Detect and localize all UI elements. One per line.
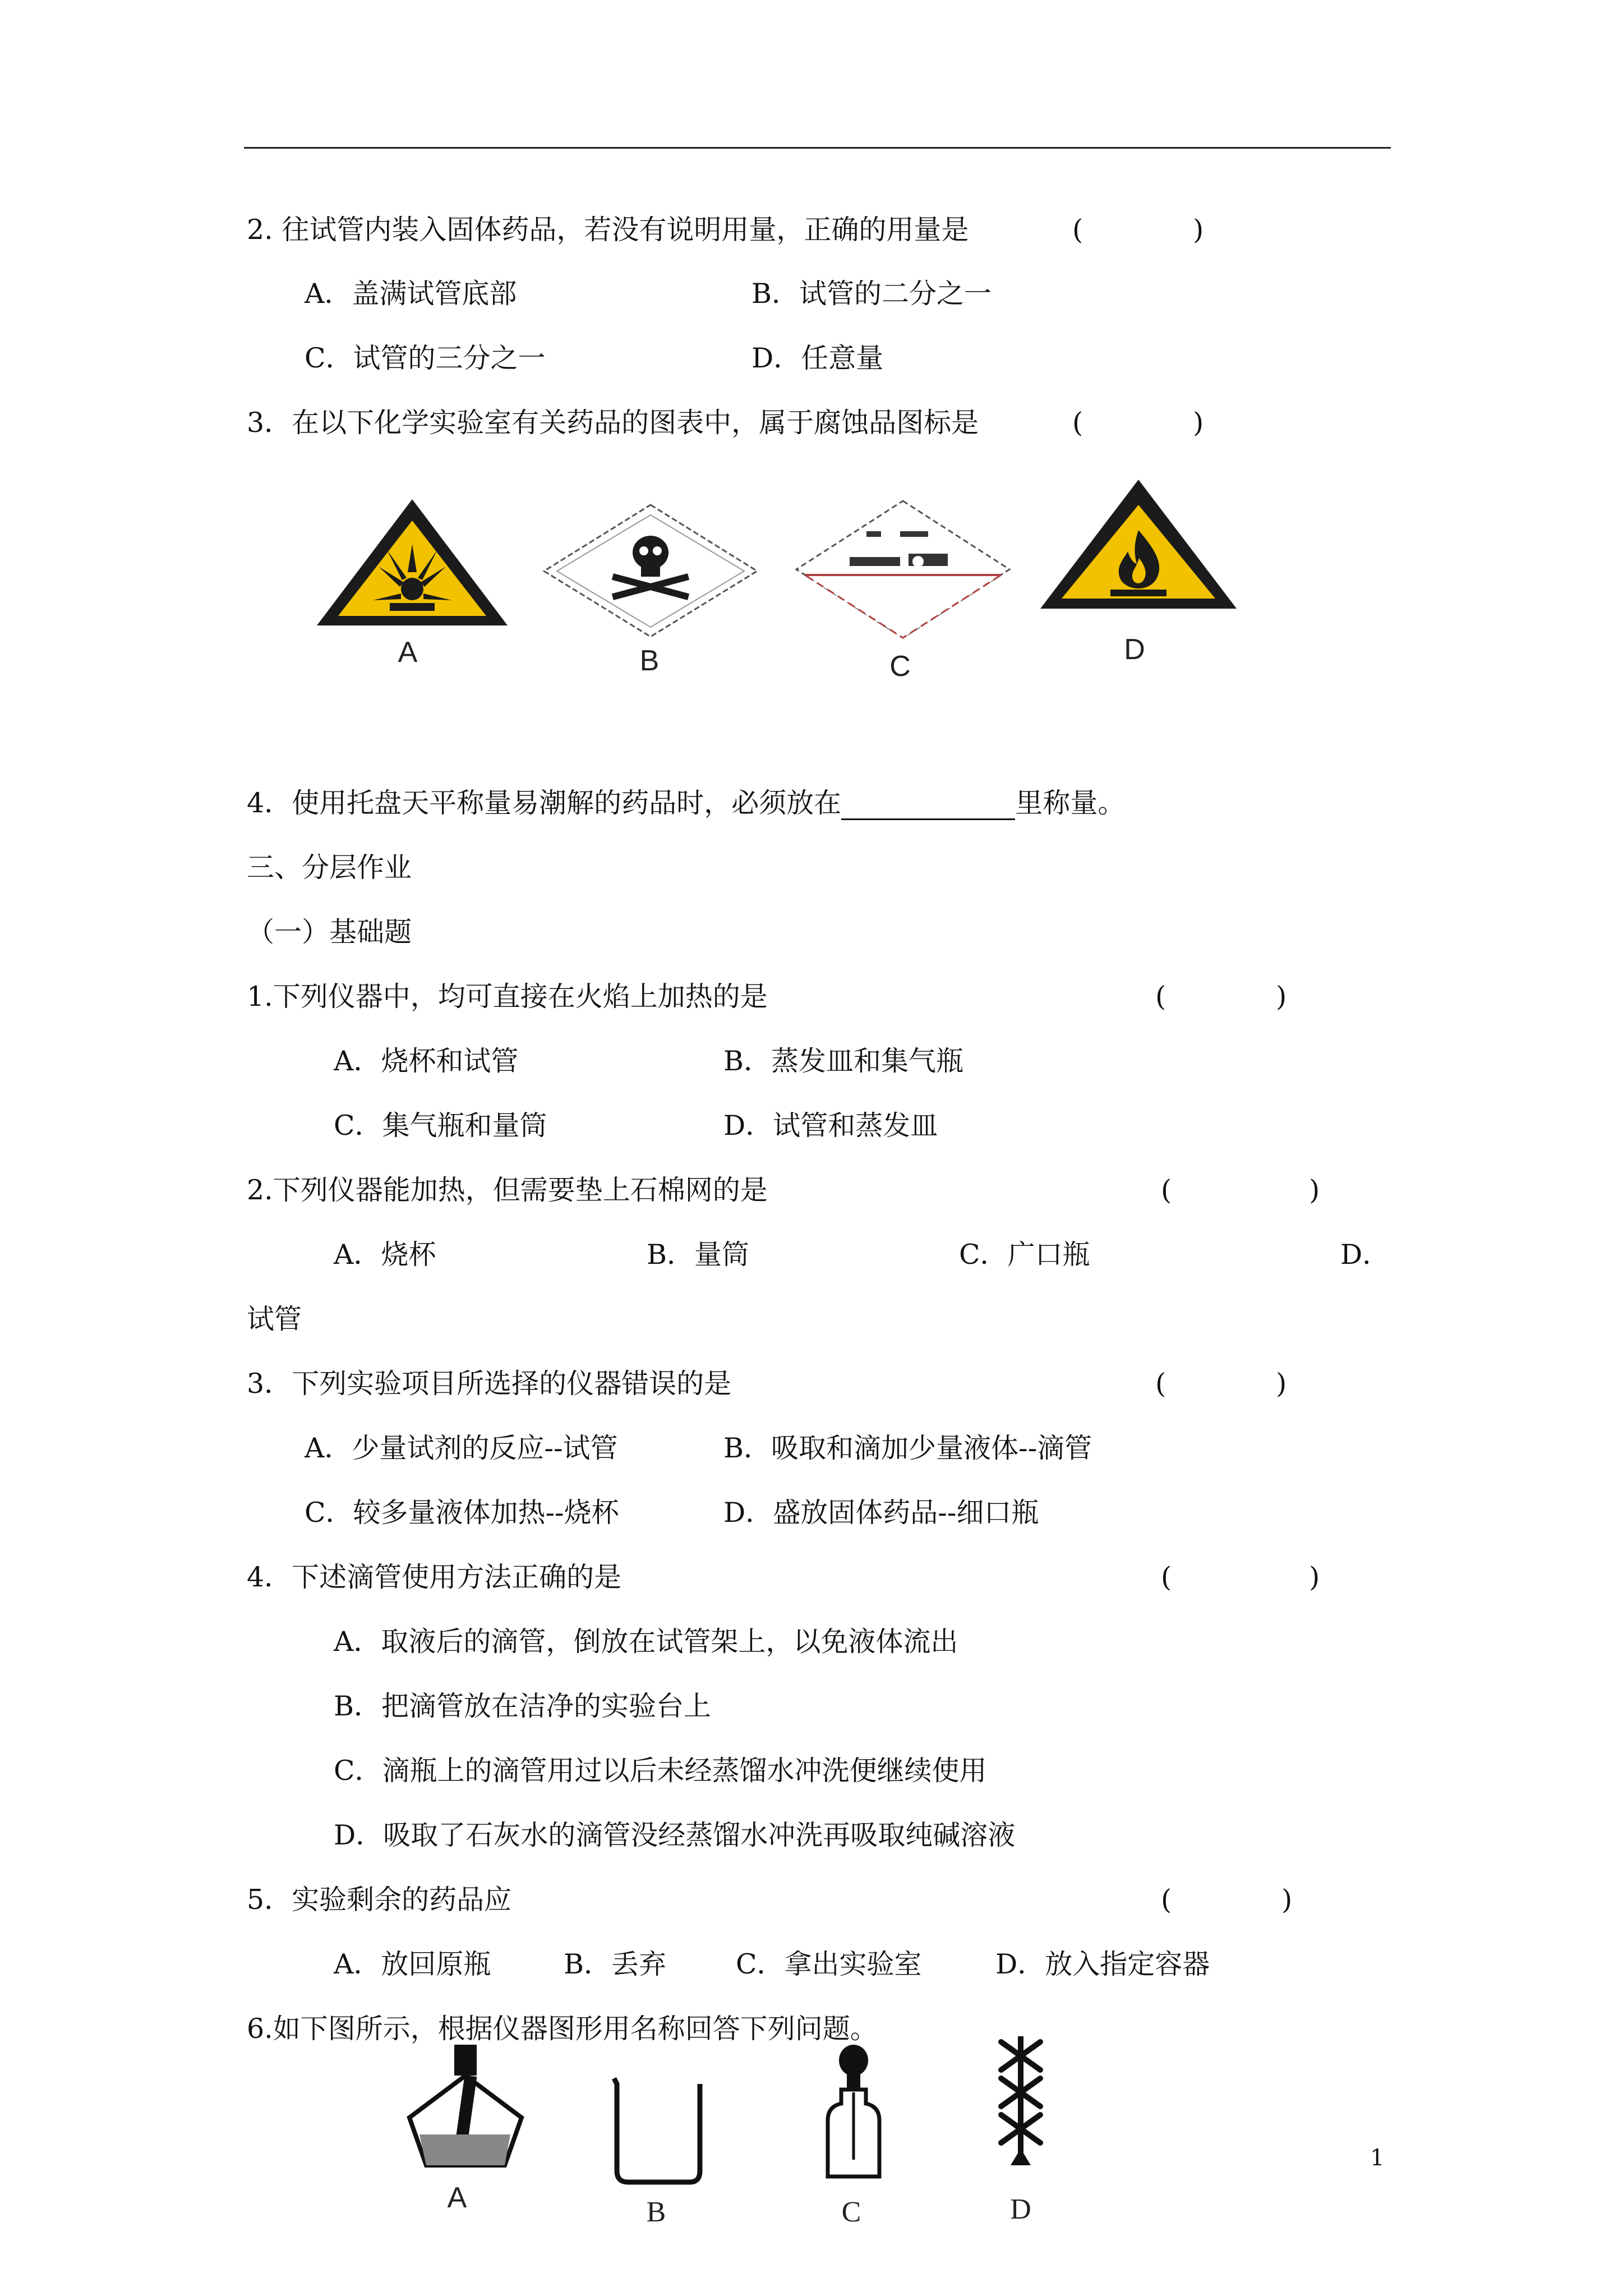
b2-option-d[interactable]: D． xyxy=(1340,1239,1390,1271)
b3-answer-bracket[interactable]: ( ) xyxy=(1155,1368,1287,1400)
q4-line xyxy=(247,786,1125,820)
b3-option-d[interactable]: D．盛放固体药品--细口瓶 xyxy=(723,1497,1039,1529)
explosive-hazard-icon[interactable] xyxy=(311,494,513,673)
q3-stem: 3．在以下化学实验室有关药品的图表中，属于腐蚀品图标是 xyxy=(247,407,979,439)
b3-option-a[interactable]: A．少量试剂的反应--试管 xyxy=(305,1432,618,1464)
q3-label-a: A xyxy=(398,636,418,669)
q3-answer-bracket[interactable]: ( ) xyxy=(1072,407,1204,439)
b1-option-c[interactable]: C．集气瓶和量筒 xyxy=(334,1110,547,1142)
b2-option-d-continued[interactable]: 试管 xyxy=(247,1303,302,1335)
corrosive-hazard-icon[interactable] xyxy=(788,491,1018,684)
q3-label-b: B xyxy=(639,645,660,677)
b1-stem: 1.下列仪器中，均可直接在火焰上加热的是 xyxy=(247,981,768,1013)
b6-label-c: C xyxy=(841,2196,861,2228)
b2-option-b[interactable]: B．量筒 xyxy=(647,1239,750,1271)
b5-stem: 5．实验剩余的药品应 xyxy=(247,1884,512,1916)
q4-text-before: 4．使用托盘天平称量易潮解的药品时，必须放在 xyxy=(247,787,842,819)
b4-option-b[interactable]: B．把滴管放在洁净的实验台上 xyxy=(334,1690,712,1722)
b1-option-d[interactable]: D．试管和蒸发皿 xyxy=(723,1110,938,1142)
b5-answer-bracket[interactable]: ( ) xyxy=(1161,1884,1293,1916)
b2-option-a[interactable]: A．烧杯 xyxy=(334,1239,436,1271)
b6-stem: 6.如下图所示，根据仪器图形用名称回答下列问题。 xyxy=(247,2013,878,2045)
b1-option-a[interactable]: A．烧杯和试管 xyxy=(334,1045,519,1077)
flammable-hazard-icon[interactable] xyxy=(1035,474,1242,668)
b1-option-b[interactable]: B．蒸发皿和集气瓶 xyxy=(723,1045,964,1077)
b4-option-c[interactable]: C．滴瓶上的滴管用过以后未经蒸馏水冲洗便继续使用 xyxy=(334,1755,987,1787)
b5-option-d[interactable]: D．放入指定容器 xyxy=(995,1948,1210,1980)
b3-option-c[interactable]: C．较多量液体加热--烧杯 xyxy=(305,1497,619,1529)
b4-stem: 4．下述滴管使用方法正确的是 xyxy=(247,1561,622,1593)
header-rule xyxy=(244,147,1391,149)
q2-option-a[interactable]: A．盖满试管底部 xyxy=(305,278,517,310)
b5-option-c[interactable]: C．拿出实验室 xyxy=(736,1948,922,1980)
q2-option-d[interactable]: D．任意量 xyxy=(751,342,884,374)
b3-stem: 3．下列实验项目所选择的仪器错误的是 xyxy=(247,1368,732,1400)
b4-answer-bracket[interactable]: ( ) xyxy=(1161,1561,1320,1593)
page-number: 1 xyxy=(1370,2145,1385,2171)
q3-label-c: C xyxy=(889,650,911,683)
q4-answer-blank[interactable] xyxy=(841,793,1015,820)
b6-label-d: D xyxy=(1010,2193,1031,2225)
b4-option-a[interactable]: A．取液后的滴管，倒放在试管架上，以免液体流出 xyxy=(334,1626,958,1658)
q4-text-after: 里称量。 xyxy=(1015,787,1126,819)
b5-option-a[interactable]: A．放回原瓶 xyxy=(334,1948,491,1980)
toxic-hazard-icon[interactable] xyxy=(536,494,766,679)
b6-label-a: A xyxy=(447,2182,467,2214)
q2-option-c[interactable]: C．试管的三分之一 xyxy=(305,342,546,374)
b2-option-c[interactable]: C．广口瓶 xyxy=(959,1239,1090,1271)
q2-stem: 2. 往试管内装入固体药品，若没有说明用量，正确的用量是 xyxy=(247,214,969,246)
b2-stem: 2.下列仪器能加热，但需要垫上石棉网的是 xyxy=(247,1174,768,1206)
b5-option-b[interactable]: B．丢弃 xyxy=(564,1948,667,1980)
q3-label-d: D xyxy=(1124,633,1145,666)
dropper-bottle-icon[interactable] xyxy=(808,2039,897,2233)
b4-option-d[interactable]: D．吸取了石灰水的滴管没经蒸馏水冲洗再吸取纯碱溶液 xyxy=(334,1819,1016,1851)
q2-answer-bracket[interactable]: ( ) xyxy=(1072,214,1204,246)
subsection-title: （一）基础题 xyxy=(247,916,412,948)
q2-option-b[interactable]: B．试管的二分之一 xyxy=(751,278,992,310)
b3-option-b[interactable]: B．吸取和滴加少量液体--滴管 xyxy=(723,1432,1092,1464)
b1-answer-bracket[interactable]: ( ) xyxy=(1155,981,1287,1013)
test-tube-brush-icon[interactable] xyxy=(987,2028,1054,2230)
beaker-icon[interactable] xyxy=(600,2070,712,2230)
b2-answer-bracket[interactable]: ( ) xyxy=(1161,1174,1320,1206)
b6-label-b: B xyxy=(646,2196,666,2228)
section-title: 三、分层作业 xyxy=(247,852,412,884)
alcohol-lamp-icon[interactable] xyxy=(398,2033,533,2219)
